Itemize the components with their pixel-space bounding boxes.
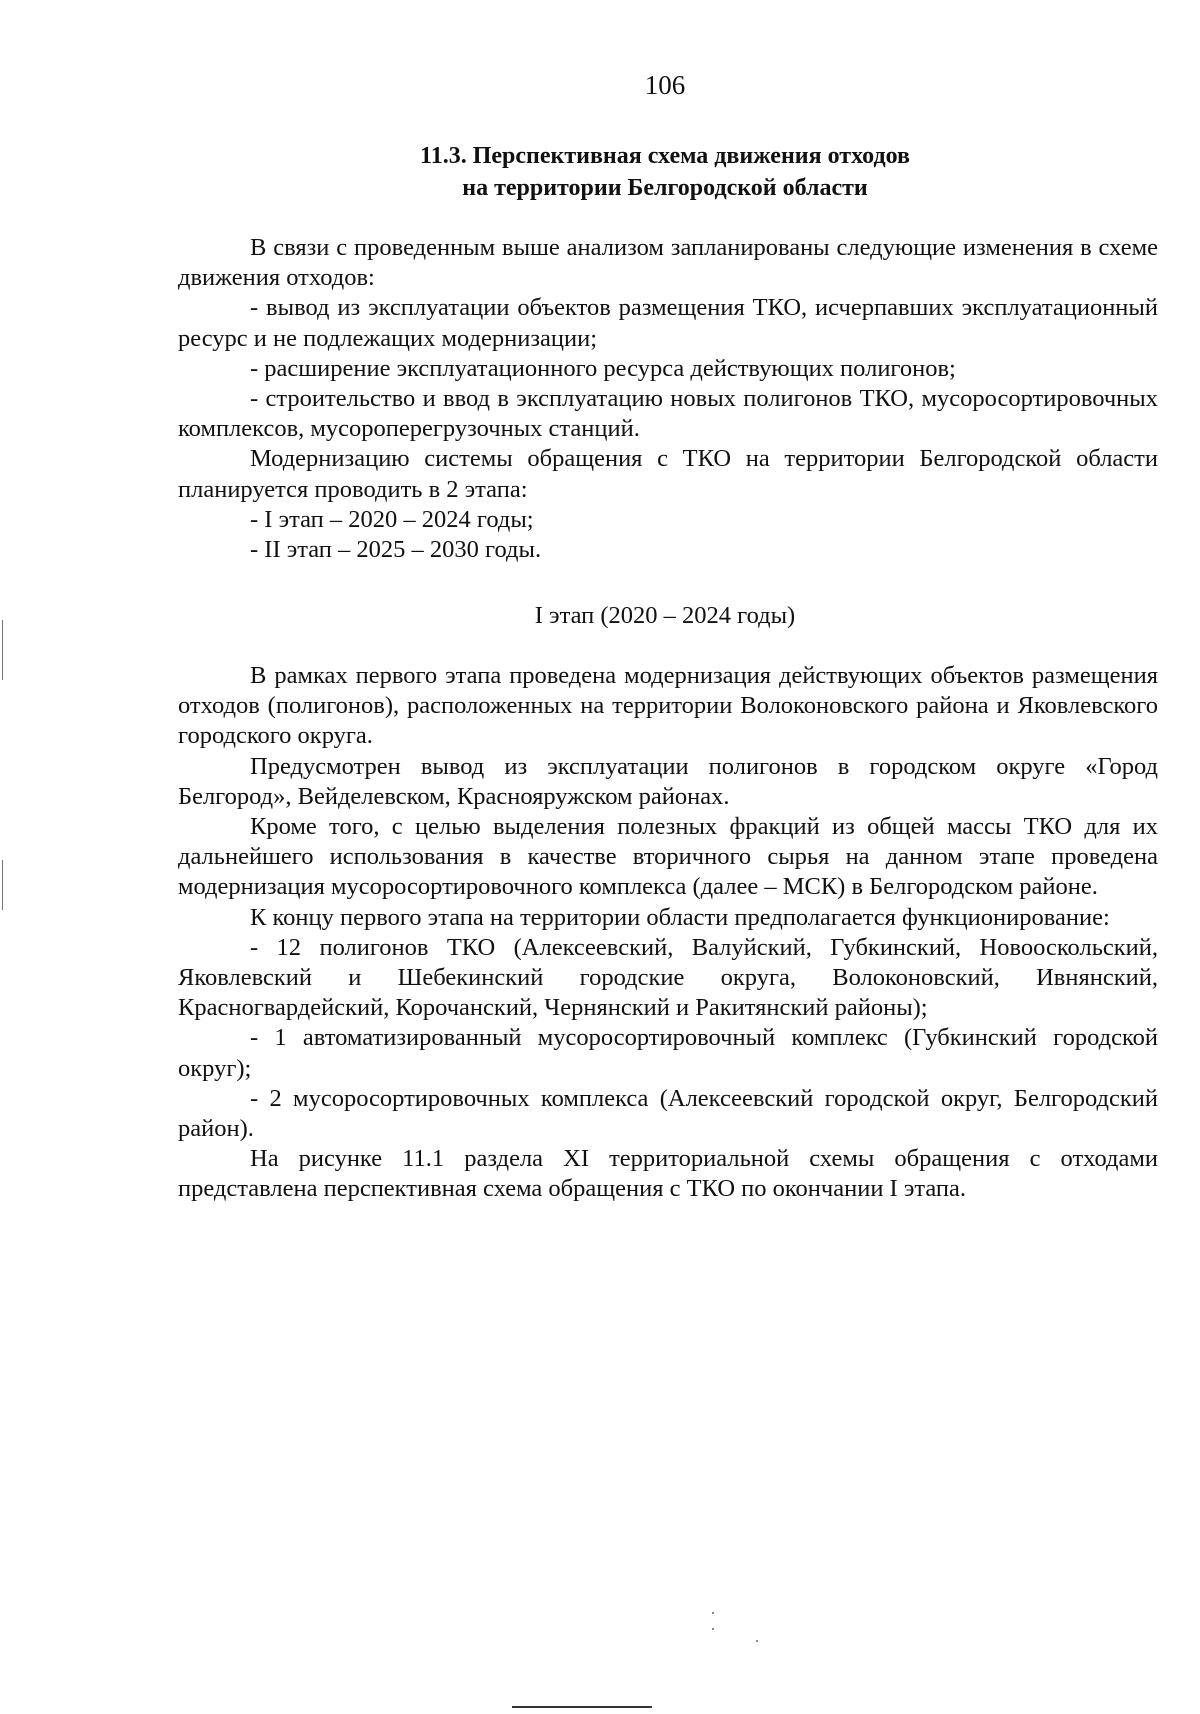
intro-list-item-1: - вывод из эксплуатации объектов размещения ТКО, исчерпавших эксплуатационный ресурс и не подлежащих модернизации; — [178, 294, 1158, 352]
scan-edge-mark — [2, 860, 3, 910]
stage-1-list-item-1: - 12 полигонов ТКО (Алексеевский, Валуйский, Губкинский, Новооскольский, Яковлевский и Шебекинский городские округа, Волоконовский, Ивнянский, Красногвардейский, Корочанский, Чернянский и Ракитянский районы); — [178, 933, 1158, 1022]
stage-list-item-2: - II этап – 2025 – 2030 годы. — [250, 536, 542, 564]
intro-list-item-3: - строительство и ввод в эксплуатацию новых полигонов ТКО, мусоросортировочных комплексов, мусороперегрузочных станций. — [178, 385, 1158, 443]
scan-speck — [712, 1612, 714, 1614]
scan-edge-mark — [2, 620, 3, 680]
section-heading-line-2: на территории Белгородской области — [462, 175, 868, 201]
stage-list-item-1: - I этап – 2020 – 2024 годы; — [250, 505, 534, 533]
bottom-rule — [512, 1706, 652, 1708]
stage-1-paragraph-1: В рамках первого этапа проведена модернизация действующих объектов размещения отходов (полигонов), расположенных на территории Волоконовского района и Яковлевского городского округа. — [178, 662, 1158, 750]
stage-1-list-item-3: - 2 мусоросортировочных комплекса (Алексеевский городской округ, Белгородский район). — [178, 1084, 1158, 1143]
stage-1-paragraph-5: На рисунке 11.1 раздела XI территориальной схемы обращения с отходами представлена перспективная схема обращения с ТКО по окончании I этапа. — [178, 1145, 1158, 1203]
scan-speck — [712, 1628, 714, 1630]
section-heading-line-1: 11.3. Перспективная схема движения отходов — [420, 143, 910, 169]
intro-list-item-2: - расширение эксплуатационного ресурса действующих полигонов; — [250, 354, 956, 382]
stage-1-title: I этап (2020 – 2024 годы) — [534, 602, 796, 629]
stage-1-paragraph-3: Кроме того, с целью выделения полезных фракций из общей массы ТКО для их дальнейшего использования в качестве вторичного сырья на данном этапе проведена модернизация мусоросортировочного комплекса (далее – МСК) в Белгородском районе. — [178, 813, 1158, 901]
intro-block — [178, 233, 1158, 565]
intro-paragraph-2: Модернизацию системы обращения с ТКО на территории Белгородской области планируется проводить в 2 этапа: — [178, 445, 1158, 503]
scan-speck — [756, 1640, 758, 1642]
stage-1-paragraph-2: Предусмотрен вывод из эксплуатации полигонов в городском округе «Город Белгород», Вейделевском, Краснояружском районах. — [178, 752, 1158, 810]
stage-1-paragraph-4: К концу первого этапа на территории области предполагается функционирование: — [250, 903, 1110, 931]
page-number: 106 — [644, 70, 686, 100]
section-heading — [0, 140, 1200, 204]
intro-paragraph-1: В связи с проведенным выше анализом запланированы следующие изменения в схеме движения отходов: — [178, 234, 1158, 292]
stage-1-list-item-2: - 1 автоматизированный мусоросортировочный комплекс (Губкинский городской округ); — [178, 1024, 1158, 1082]
stage-1-block — [178, 661, 1158, 1205]
